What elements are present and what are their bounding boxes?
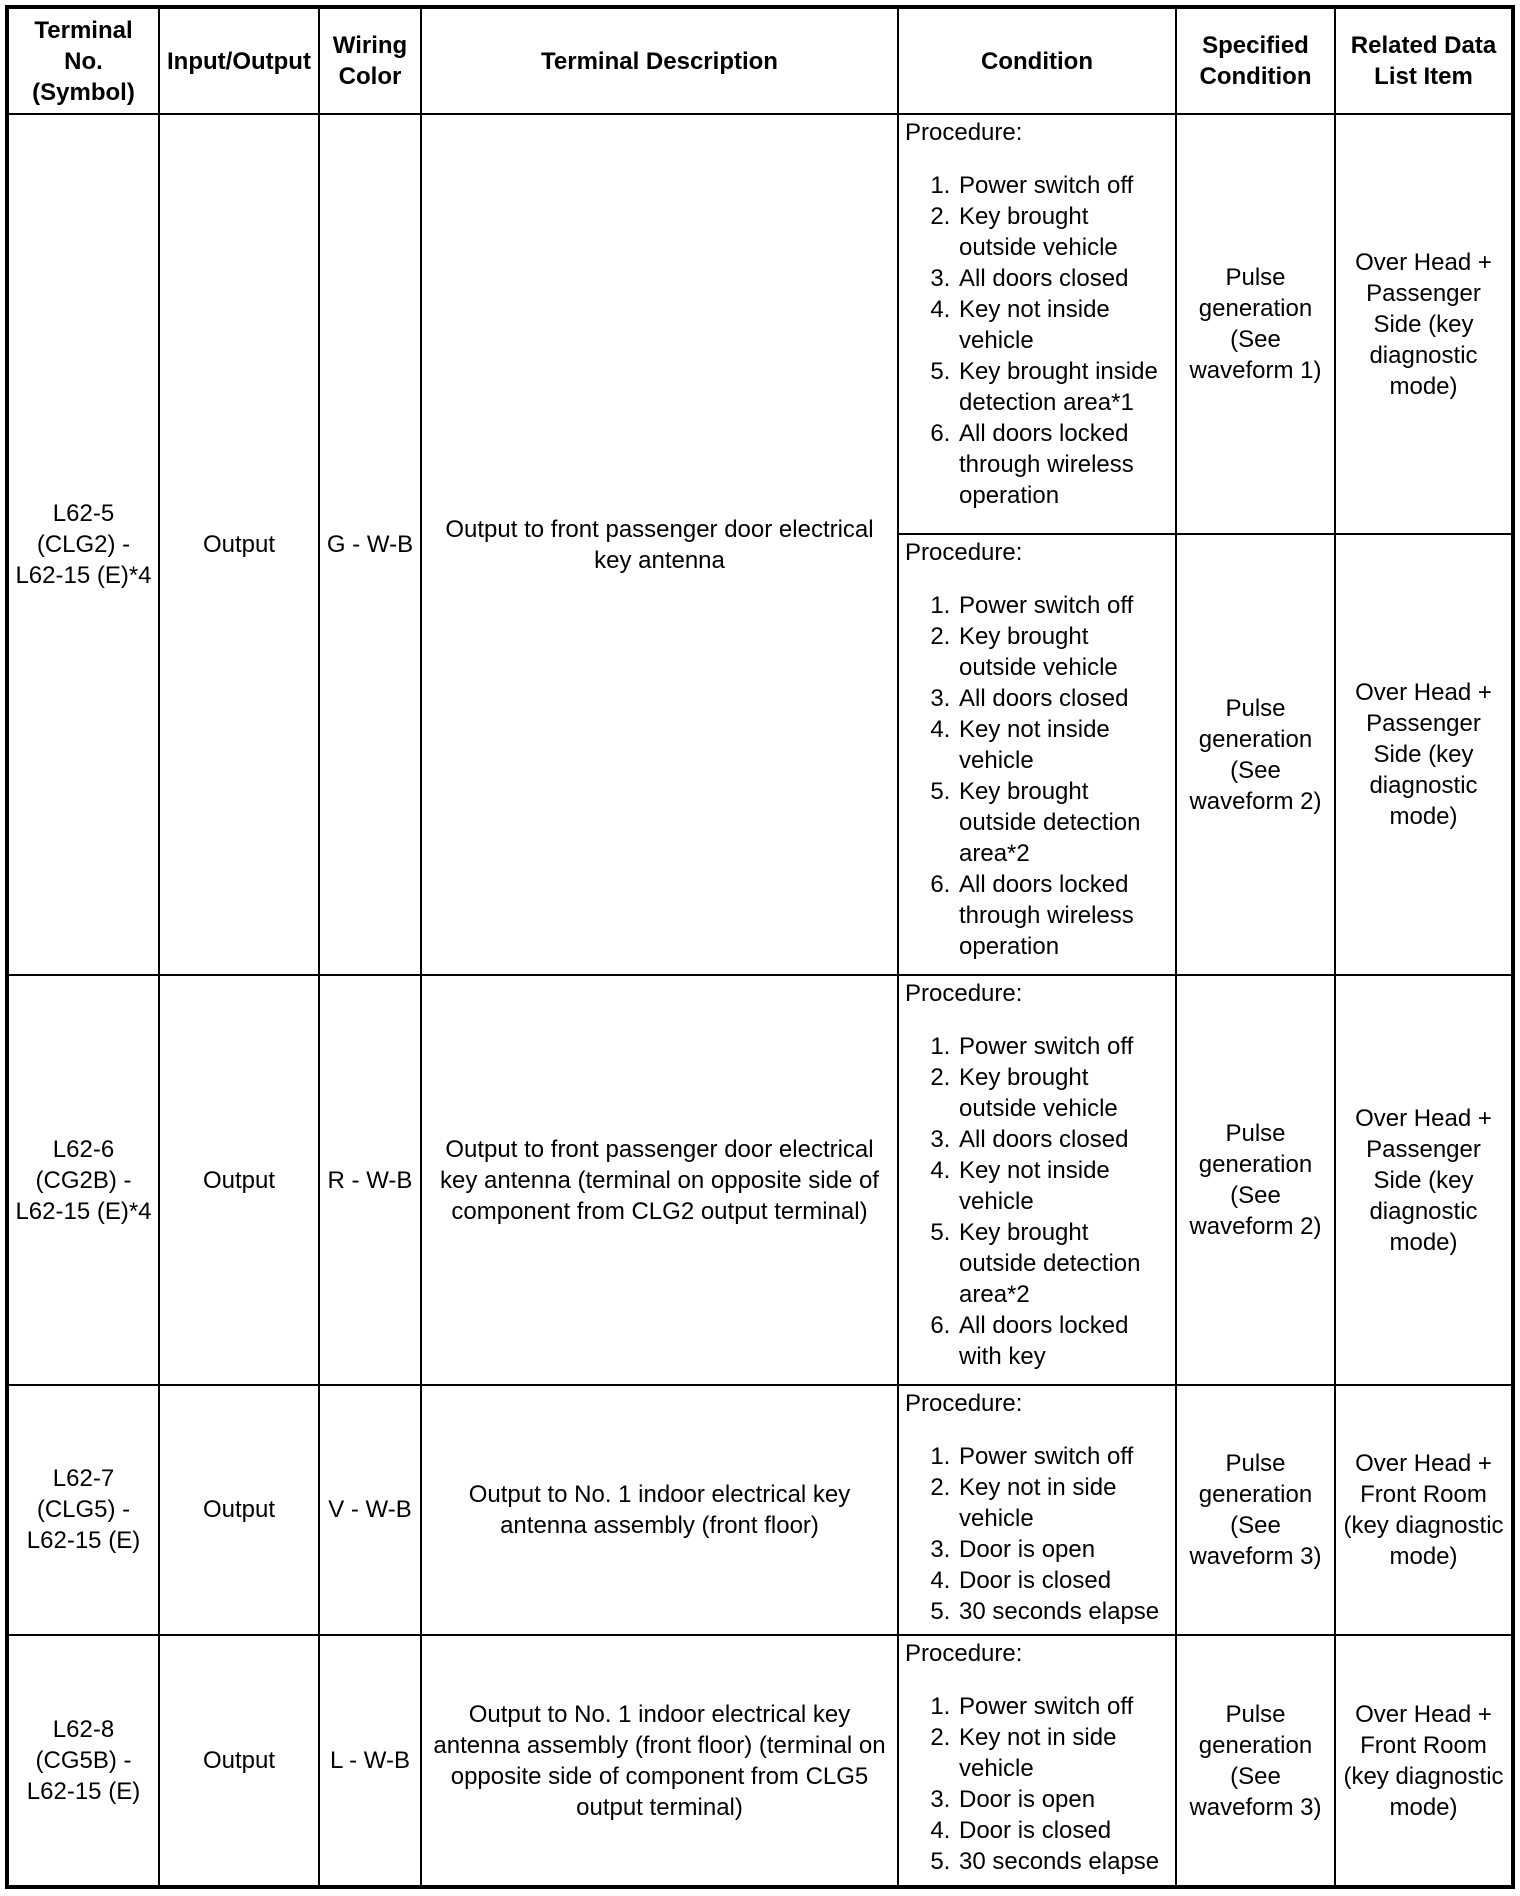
table-body [7,114,1513,1887]
procedure-step: 6. All doors locked through wireless operation [957,869,1169,962]
procedure-label: Procedure: [905,539,1023,567]
procedure-step: 2. Key brought outside vehicle [957,201,1169,263]
procedure-step: 2. Key not in side vehicle [957,1722,1169,1784]
condition-cell [898,1635,1176,1887]
procedure-step: 3. All doors closed [957,263,1169,294]
terminal-table [5,5,1515,1889]
specified-condition-cell: Pulse generation (See waveform 2) [1176,975,1335,1384]
specified-condition-cell: Pulse generation (See waveform 3) [1176,1385,1335,1636]
specified-condition-cell: Pulse generation (See waveform 3) [1176,1635,1335,1887]
condition-cell [898,534,1176,975]
procedure-label: Procedure: [905,119,1023,146]
procedure-label: Procedure: [905,1640,1023,1668]
header-terminal: Terminal No. (Symbol) [7,7,159,114]
procedure-step: 4. Door is closed [957,1815,1169,1846]
table-row [7,1635,1513,1887]
procedure-step: 4. Key not inside vehicle [957,714,1169,776]
header-terminal-description: Terminal Description [421,7,898,114]
specified-condition-cell: Pulse generation (See waveform 2) [1176,534,1335,975]
terminal-cell: L62-6 (CG2B) - L62-15 (E)*4 [7,975,159,1384]
procedure-step: 3. Door is open [957,1534,1169,1565]
condition-cell [898,1385,1176,1636]
input-output-cell: Output [159,1385,319,1636]
procedure-step: 2. Key brought outside vehicle [957,1062,1169,1124]
procedure-step: 5. Key brought outside detection area*2 [957,1217,1169,1310]
terminal-table-container [5,5,1511,1889]
header-wiring-color: Wiring Color [319,7,421,114]
procedure-step: 6. All doors locked with key [957,1310,1169,1372]
procedure-step: 1. Power switch off [957,1031,1169,1062]
header-related-data-list-item: Related Data List Item [1335,7,1513,114]
procedure-steps [905,1441,1169,1627]
header-input-output: Input/Output [159,7,319,114]
terminal-description-cell: Output to front passenger door electrical key antenna [421,114,898,975]
condition-cell [898,114,1176,534]
terminal-description-cell: Output to No. 1 indoor electrical key antenna assembly (front floor) [421,1385,898,1636]
related-data-cell: Over Head + Front Room (key diagnostic mode) [1335,1385,1513,1636]
procedure-step: 2. Key not in side vehicle [957,1472,1169,1534]
procedure-step: 3. Door is open [957,1784,1169,1815]
terminal-cell: L62-8 (CG5B) - L62-15 (E) [7,1635,159,1887]
table-header [7,7,1513,114]
wiring-color-cell: L - W-B [319,1635,421,1887]
header-row [7,7,1513,114]
input-output-cell: Output [159,975,319,1384]
terminal-description-cell: Output to front passenger door electrical key antenna (terminal on opposite side of component from CLG2 output terminal) [421,975,898,1384]
procedure-step: 5. Key brought inside detection area*1 [957,356,1169,418]
procedure-step: 3. All doors closed [957,683,1169,714]
terminal-cell: L62-7 (CLG5) - L62-15 (E) [7,1385,159,1636]
procedure-step: 4. Door is closed [957,1565,1169,1596]
related-data-cell: Over Head + Passenger Side (key diagnostic mode) [1335,534,1513,975]
procedure-step: 5. 30 seconds elapse [957,1596,1169,1627]
procedure-step: 1. Power switch off [957,590,1169,621]
table-row [7,1385,1513,1636]
input-output-cell: Output [159,1635,319,1887]
procedure-step: 4. Key not inside vehicle [957,1155,1169,1217]
procedure-step: 1. Power switch off [957,170,1169,201]
wiring-color-cell: R - W-B [319,975,421,1384]
condition-cell [898,975,1176,1384]
table-row [7,975,1513,1384]
related-data-cell: Over Head + Passenger Side (key diagnostic mode) [1335,975,1513,1384]
procedure-step: 5. 30 seconds elapse [957,1846,1169,1877]
procedure-step: 4. Key not inside vehicle [957,294,1169,356]
procedure-steps [905,1691,1169,1877]
procedure-step: 3. All doors closed [957,1124,1169,1155]
specified-condition-cell: Pulse generation (See waveform 1) [1176,114,1335,534]
procedure-steps [905,170,1169,511]
terminal-description-cell: Output to No. 1 indoor electrical key antenna assembly (front floor) (terminal on opposite side of component from CLG5 output terminal) [421,1635,898,1887]
related-data-cell: Over Head + Front Room (key diagnostic mode) [1335,1635,1513,1887]
procedure-step: 1. Power switch off [957,1691,1169,1722]
wiring-color-cell: G - W-B [319,114,421,975]
procedure-step: 1. Power switch off [957,1441,1169,1472]
procedure-step: 2. Key brought outside vehicle [957,621,1169,683]
header-specified-condition: Specified Condition [1176,7,1335,114]
table-row [7,114,1513,534]
header-condition: Condition [898,7,1176,114]
procedure-label: Procedure: [905,980,1023,1008]
procedure-steps [905,590,1169,962]
input-output-cell: Output [159,114,319,975]
wiring-color-cell: V - W-B [319,1385,421,1636]
terminal-cell: L62-5 (CLG2) - L62-15 (E)*4 [7,114,159,975]
procedure-step: 5. Key brought outside detection area*2 [957,776,1169,869]
related-data-cell: Over Head + Passenger Side (key diagnostic mode) [1335,114,1513,534]
procedure-label: Procedure: [905,1389,1023,1417]
procedure-steps [905,1031,1169,1372]
procedure-step: 6. All doors locked through wireless operation [957,418,1169,511]
